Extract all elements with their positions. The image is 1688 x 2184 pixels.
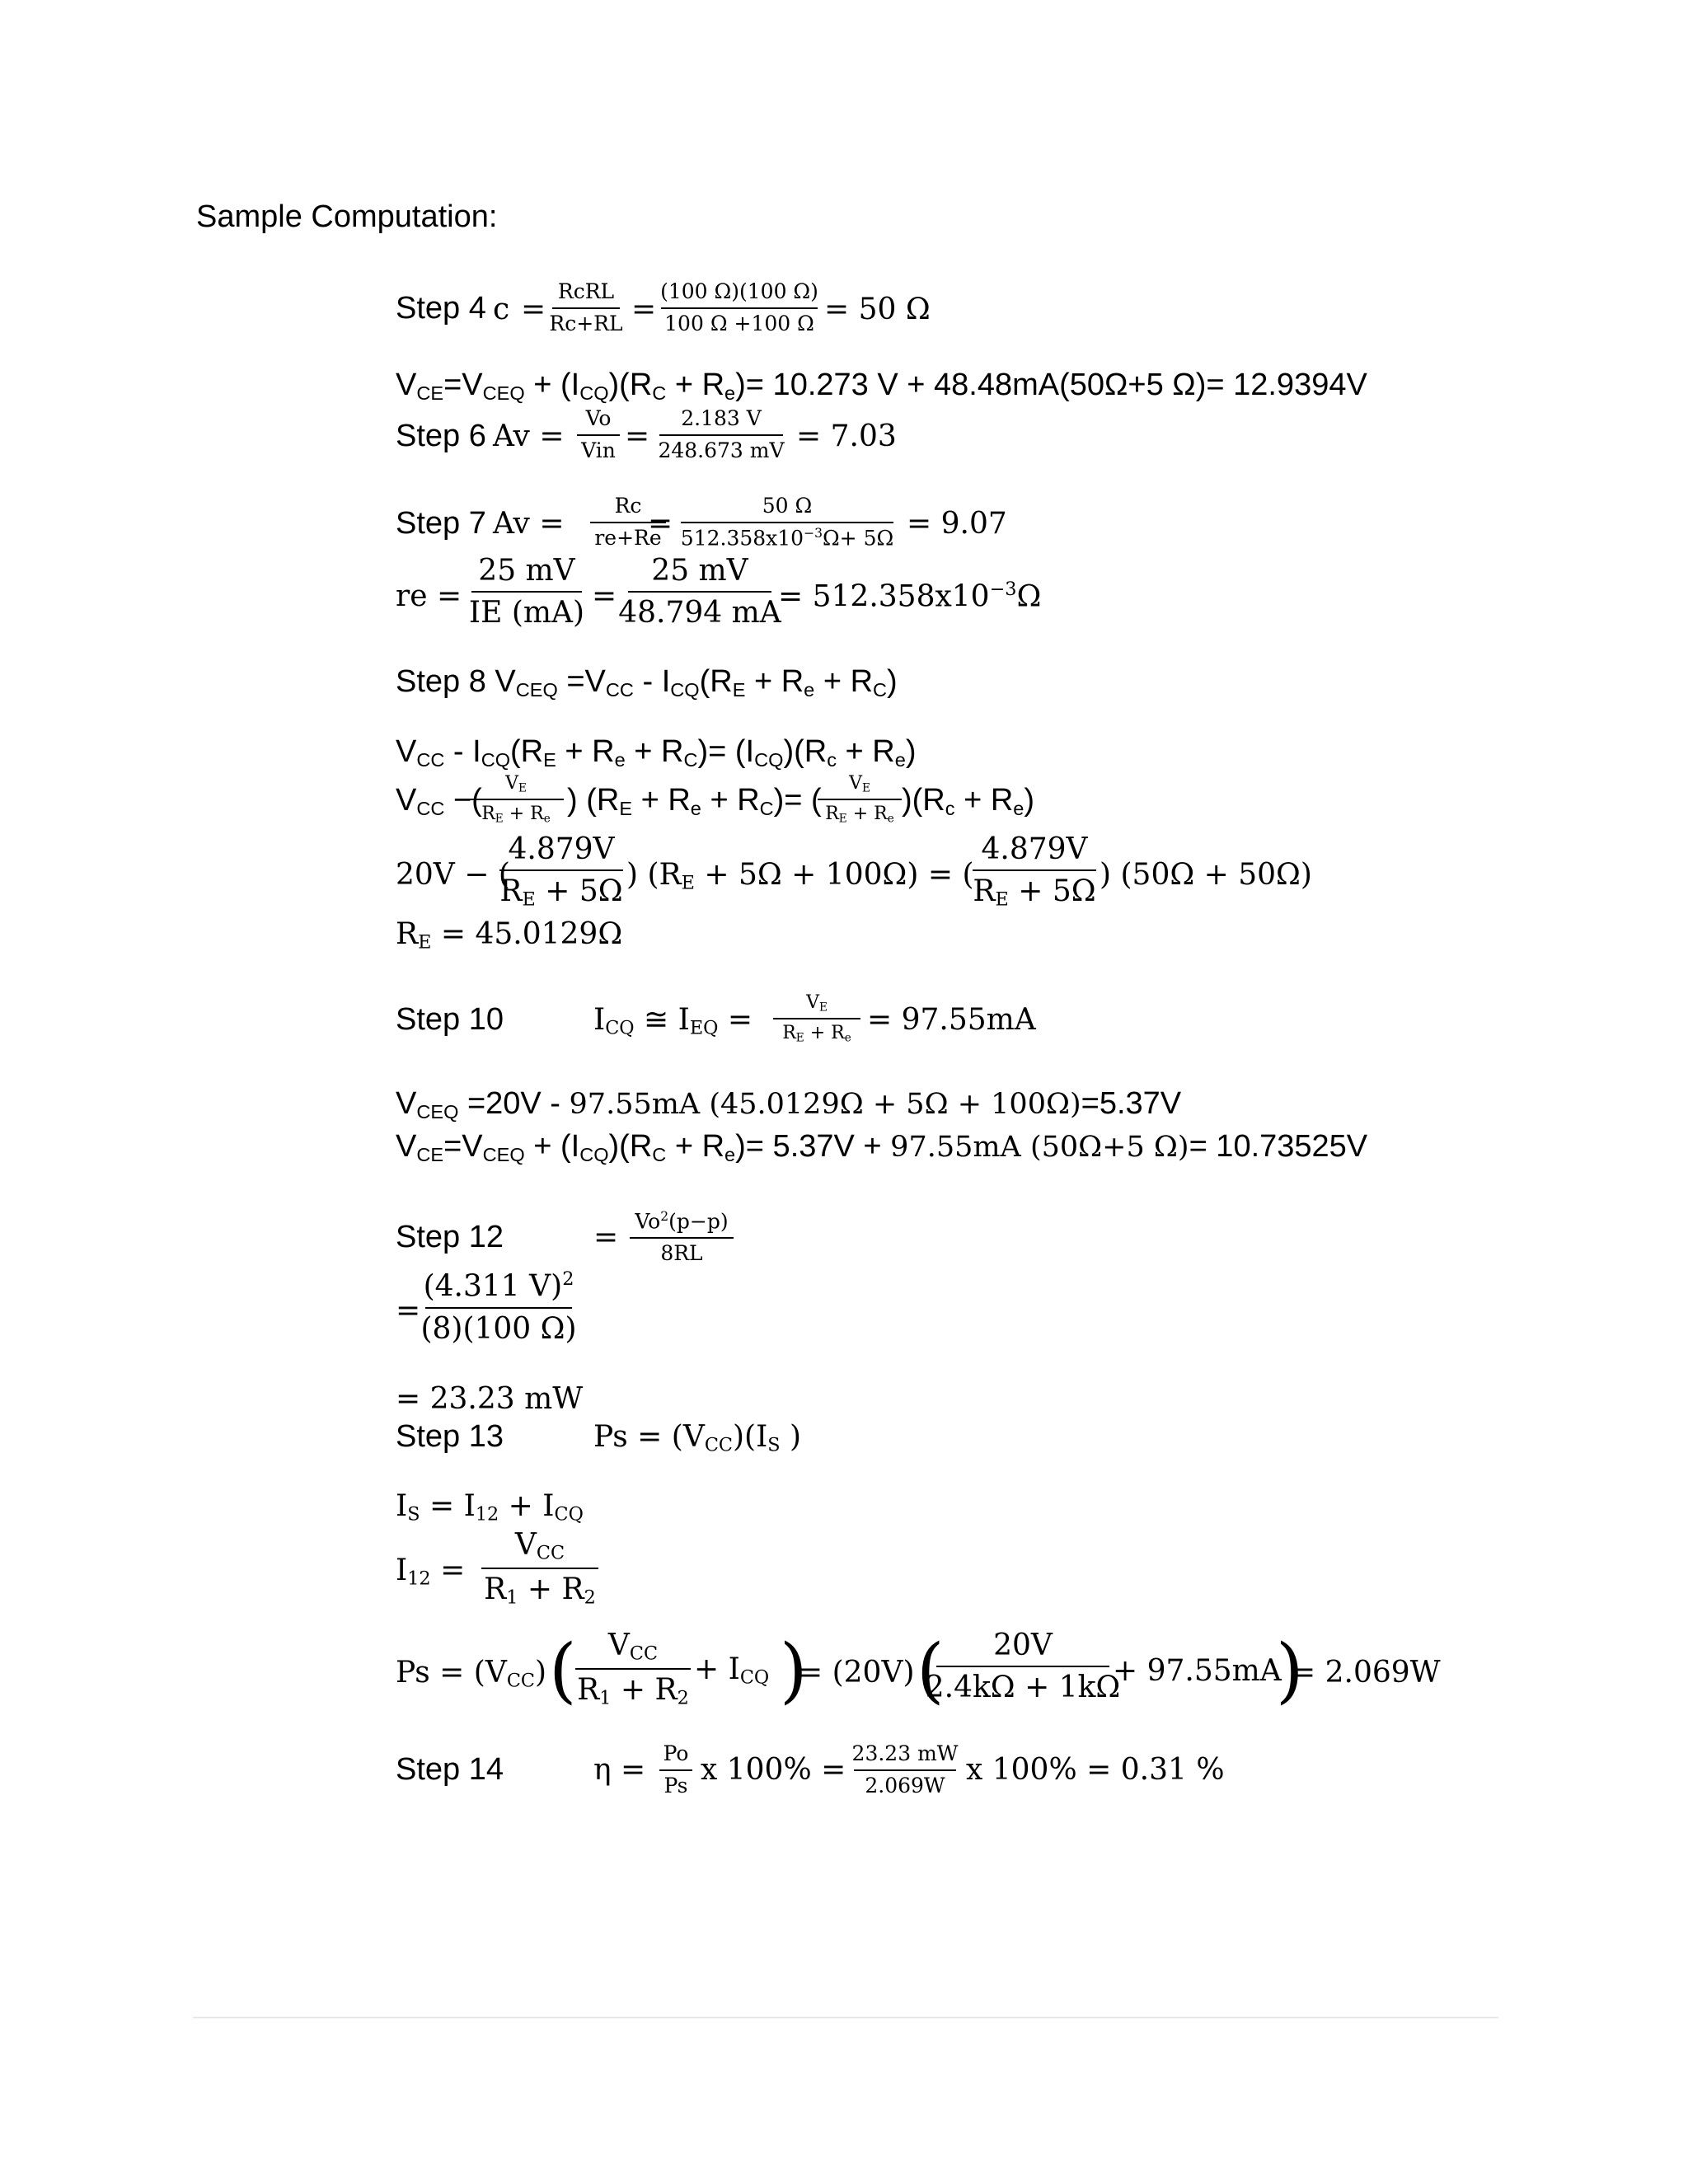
- i12-lhs: $I_{12}$ =: [396, 1554, 466, 1590]
- fraction-numerator: $Vo^2(p-p)$: [635, 1209, 729, 1234]
- step-14-fraction-2: [851, 1741, 959, 1798]
- step-6-fraction-1: [577, 407, 620, 463]
- fraction-numerator: 23.23 mW: [851, 1741, 959, 1765]
- step-6-fraction-2: [659, 407, 783, 463]
- ps-result: = 2.069W: [1291, 1656, 1441, 1690]
- fraction-numerator: 20V: [993, 1629, 1053, 1662]
- fraction-denominator: 2.069W: [865, 1773, 945, 1797]
- fraction-numerator: $V_{CC}$: [514, 1528, 565, 1564]
- fraction-denominator: IE (mA): [468, 596, 585, 630]
- fraction-bar: [552, 307, 620, 309]
- fraction-numerator: Po: [663, 1741, 689, 1765]
- equation-line-3-right: ) (50Ω + 50Ω): [1100, 858, 1312, 892]
- fraction-numerator: (100 Ω)(100 Ω): [660, 279, 818, 303]
- fraction-denominator: Ps: [663, 1773, 688, 1797]
- fraction-denominator: $R_E + 5\Omega$: [499, 874, 623, 911]
- equation-line-2-right: )$(R_c + R_e)$: [902, 783, 1035, 819]
- re-fraction-2: [618, 554, 781, 630]
- fraction-numerator: $V_E$: [505, 773, 527, 795]
- equation-line-2-left: $V_{CC}$ −(: [396, 783, 482, 819]
- fraction-bar: [773, 1018, 860, 1019]
- fraction-bar: [575, 1668, 691, 1670]
- fraction-numerator: 25 mV: [651, 554, 748, 588]
- fraction-bar: [681, 522, 893, 523]
- step-7-lhs: Av =: [493, 507, 565, 541]
- ps-97-term: + 97.55mA: [1113, 1654, 1282, 1688]
- step-10-result: = 97.55mA: [867, 1003, 1036, 1037]
- step-4-fraction-1: [549, 279, 623, 336]
- fraction-bar: [854, 1769, 956, 1771]
- equation-line-2-middle: ) $(R_E + R_e + R_C)=$ (: [567, 783, 822, 819]
- step-10-label: Step 10: [396, 1002, 504, 1037]
- ps-fraction-1: [575, 1629, 691, 1709]
- fraction-denominator: $R_E + R_e$: [481, 804, 551, 826]
- fraction-numerator: $V_E$: [806, 992, 828, 1015]
- fraction-denominator: 100 Ω +100 Ω: [664, 311, 814, 335]
- step-12-result: = 23.23 mW: [396, 1382, 584, 1416]
- step-12-equals-2: =: [396, 1294, 421, 1328]
- fraction-bar: [628, 591, 771, 593]
- fraction-numerator: 25 mV: [478, 554, 575, 588]
- fraction-bar: [659, 434, 783, 436]
- fraction-bar: [499, 869, 623, 871]
- fraction-bar: [973, 869, 1096, 871]
- fraction-numerator: $V_E$: [849, 773, 870, 795]
- re-equals: =: [592, 579, 617, 613]
- step-12-fraction-1: [630, 1210, 734, 1266]
- ps-lhs: $Ps = (V_{CC})$: [396, 1656, 547, 1692]
- fraction-numerator: Vo: [585, 406, 612, 430]
- step-14-lhs: η =: [593, 1753, 646, 1787]
- is-equation: $I_S = I_{12} + I_{CQ}$: [396, 1489, 584, 1526]
- fraction-denominator: $R_1 + R_2$: [577, 1673, 689, 1709]
- ps-fraction-2: [925, 1629, 1121, 1705]
- step-6-equals: =: [625, 419, 650, 453]
- fraction-denominator: $512.358x10^{-3}\Omega+ 5\Omega$: [680, 525, 894, 551]
- open-paren-large-1: (: [549, 1629, 577, 1712]
- open-paren-large-2: (: [917, 1629, 945, 1712]
- close-paren-large-2: ): [1276, 1629, 1304, 1712]
- fraction-denominator: 248.673 mV: [658, 438, 785, 462]
- fraction-denominator: 8RL: [660, 1241, 703, 1266]
- fraction-bar: [471, 591, 582, 593]
- fraction-bar: [577, 434, 620, 436]
- fraction-denominator: $R_E + 5\Omega$: [973, 874, 1096, 911]
- fraction-numerator: 50 Ω: [762, 494, 813, 518]
- fraction-bar: [661, 307, 818, 309]
- vceq-equation-2: $V_{CEQ} =20V - 97.55mA$ (45.0129Ω + 5Ω + 100Ω)=5.37V: [396, 1086, 1182, 1122]
- step-6-lhs: Av =: [493, 419, 565, 453]
- re-fraction-1: [468, 554, 585, 630]
- fraction-numerator: 4.879V: [508, 832, 615, 866]
- re-lhs: re =: [396, 579, 462, 613]
- fraction-denominator: $R_E + R_e$: [782, 1023, 851, 1045]
- fraction-denominator: (8)(100 Ω): [420, 1311, 577, 1346]
- step-12-label: Step 12: [396, 1220, 504, 1254]
- ps-20v-term: = (20V): [798, 1656, 915, 1690]
- step-14-result: x 100% = 0.31 %: [966, 1753, 1225, 1787]
- step-4-equals-2: =: [631, 293, 657, 326]
- fraction-bar: [425, 1307, 572, 1309]
- i12-fraction: [481, 1528, 598, 1609]
- equation-line-3-left: 20V − (: [396, 858, 510, 892]
- fraction-numerator: $V_{CC}$: [607, 1629, 659, 1665]
- step-4-lhs: c: [493, 293, 510, 326]
- close-paren-large-1: ): [780, 1629, 808, 1712]
- re-result-line: $R_E = 45.0129\Omega$: [396, 917, 623, 954]
- fraction-bar: [936, 1666, 1109, 1667]
- step-12-equals: =: [593, 1221, 619, 1254]
- fraction-numerator: 2.183 V: [681, 406, 762, 430]
- step-10-fraction: [773, 992, 860, 1045]
- fraction-numerator: (4.311 V)$^2$: [423, 1268, 574, 1304]
- step-10-left: $I_{CQ}$ ≅ $I_{EQ}$ =: [593, 1003, 753, 1039]
- step-7-fraction-2: [681, 494, 893, 551]
- step-14-fraction-1: [659, 1742, 692, 1798]
- step-8-equation: Step 8 $V_{CEQ} =V_{CC} - I_{CQ}(R_E + R_e + R_C)$: [396, 664, 898, 701]
- fraction-bar: [818, 799, 902, 800]
- fraction-bar: [659, 1769, 692, 1771]
- fraction-numerator: RcRL: [557, 279, 615, 303]
- fraction-denominator: Rc+RL: [549, 311, 623, 335]
- footer-divider: [193, 2017, 1498, 2018]
- vce-equation-1: $V_{CE}=V_{CEQ} + (I_{CQ})(R_C + R_e)= 10.273$ V + 48.48mA(50Ω+5 Ω)= 12.9394V: [396, 368, 1367, 404]
- fraction-numerator: Rc: [614, 494, 642, 518]
- equation-line-3-middle: ) $(R_E + 5\Omega + 100\Omega)$ = (: [626, 858, 974, 894]
- equation-line-2-fraction-2: [818, 773, 902, 826]
- fraction-bar: [481, 1568, 598, 1569]
- step-14-label: Step 14: [396, 1752, 504, 1787]
- fraction-denominator: 48.794 mA: [618, 596, 781, 630]
- step-4-equals: =: [521, 293, 546, 326]
- step-13-label: Step 13: [396, 1419, 504, 1454]
- equation-line-3-fraction-1: [499, 832, 623, 912]
- vce-equation-2: $V_{CE}=V_{CEQ} + (I_{CQ})(R_C + R_e)= 5.37V + 97.55mA$ (50Ω+5 Ω)= 10.73525V: [396, 1129, 1368, 1165]
- step-14-middle: x 100% =: [701, 1753, 846, 1787]
- fraction-denominator: re+Re: [594, 525, 662, 550]
- equation-line-1: $V_{CC} - I_{CQ}(R_E + R_e + R_C)= (I_{CQ})(R_c + R_e)$: [396, 734, 917, 771]
- step-7-equals: =: [648, 507, 673, 541]
- step-4-fraction-2: [661, 280, 818, 336]
- equation-line-3-fraction-2: [973, 832, 1096, 912]
- fraction-denominator: $R_E + R_e$: [825, 804, 894, 826]
- fraction-bar: [468, 799, 564, 800]
- equation-line-2-fraction-1: [468, 773, 564, 826]
- fraction-numerator: 4.879V: [981, 832, 1088, 866]
- fraction-denominator: $R_1 + R_2$: [484, 1572, 596, 1609]
- fraction-bar: [630, 1237, 734, 1239]
- fraction-denominator: Vin: [581, 438, 616, 462]
- step-7-result: = 9.07: [907, 507, 1007, 541]
- step-12-fraction-2: [420, 1268, 577, 1346]
- re-result: = $512.358x10^{-3}\Omega$: [778, 579, 1042, 614]
- step-13-equation: $Ps = (V_{CC})(I_S$ ): [593, 1420, 802, 1456]
- step-4-result: = 50 Ω: [824, 293, 931, 326]
- step-6-label: Step 6: [396, 419, 486, 453]
- fraction-denominator: 2.4kΩ + 1kΩ: [925, 1671, 1121, 1705]
- page-heading: Sample Computation:: [196, 199, 498, 234]
- step-6-result: = 7.03: [796, 419, 897, 453]
- step-7-label: Step 7: [396, 506, 486, 541]
- ps-icq-term: + $I_{CQ}$: [694, 1652, 770, 1689]
- step-4-label: Step 4: [396, 291, 486, 326]
